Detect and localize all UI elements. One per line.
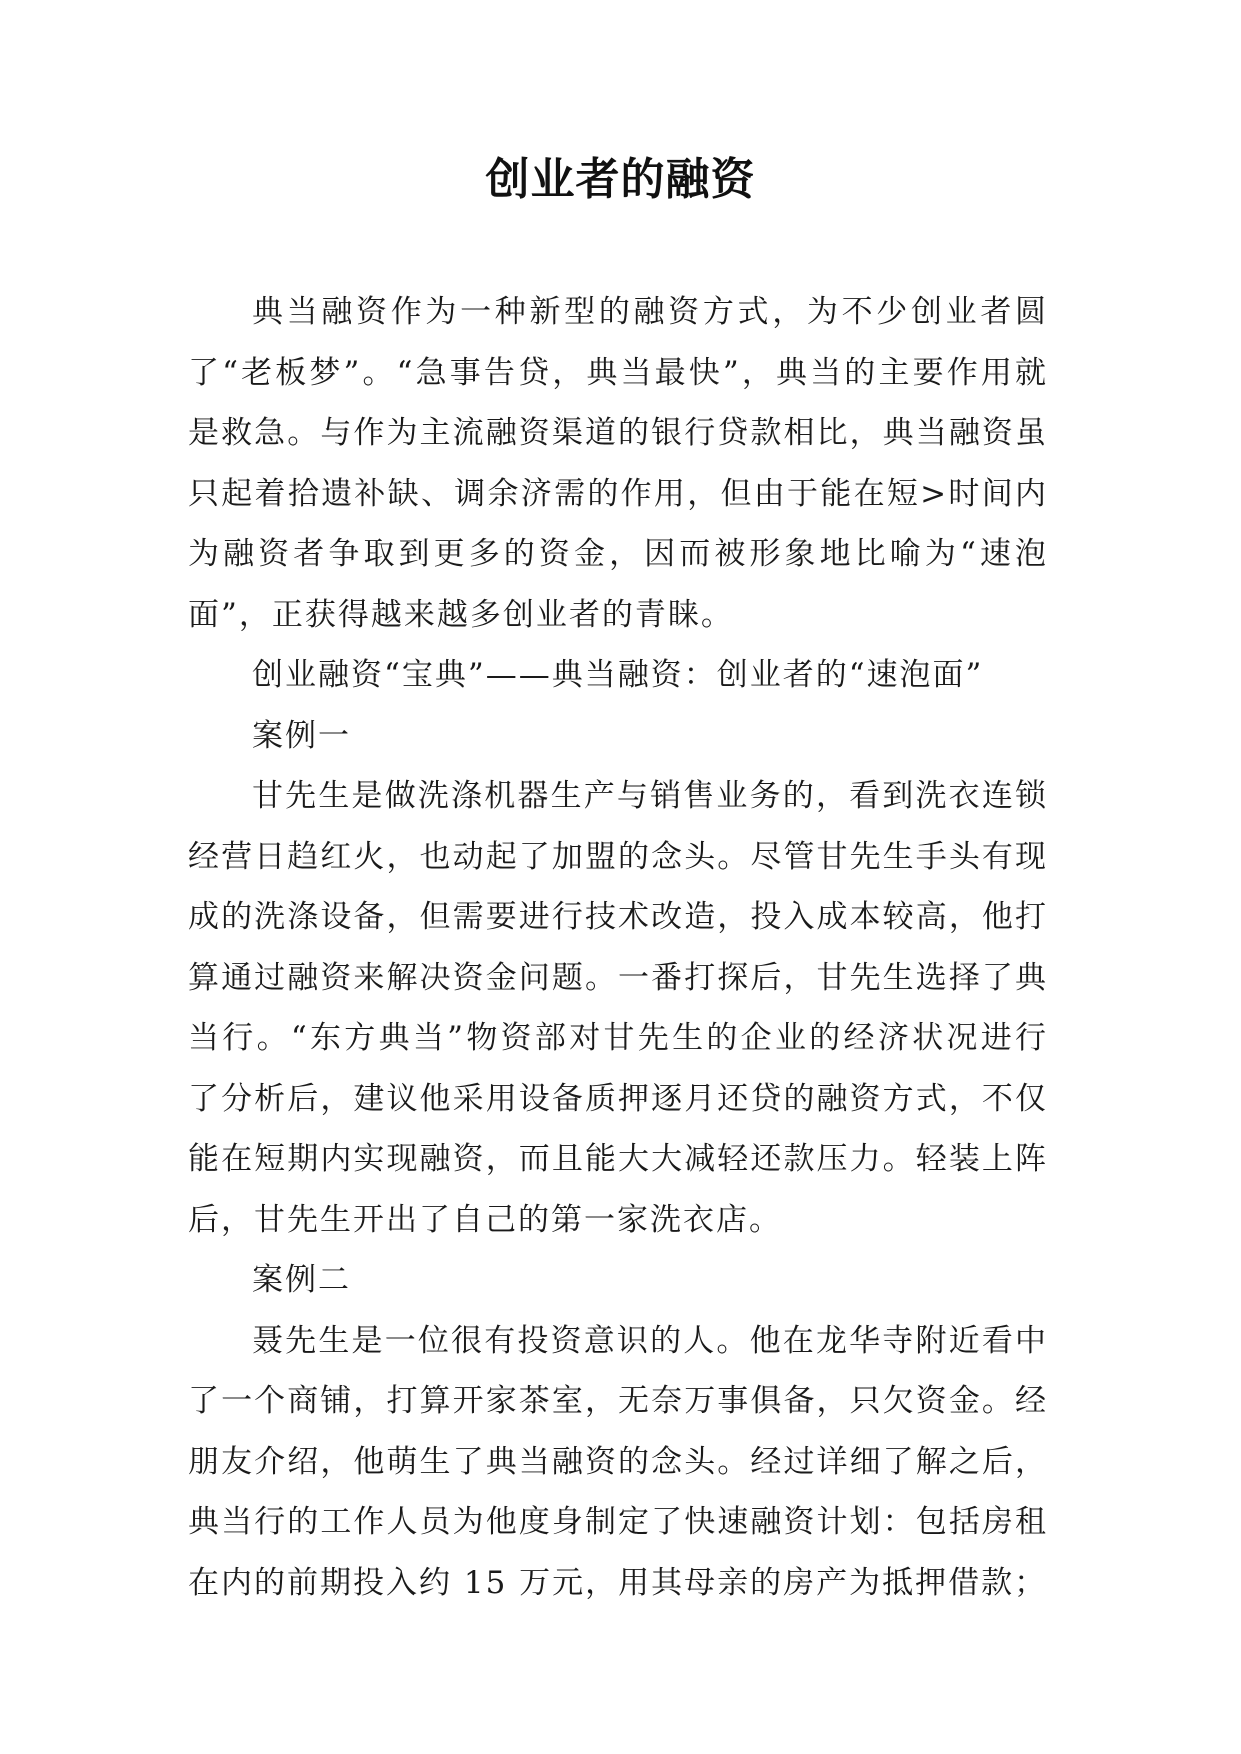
paragraph-intro: 典当融资作为一种新型的融资方式，为不少创业者圆了“老板梦”。“急事告贷，典当最快”，典当的主要作用就是救急。与作为主流融资渠道的银行贷款相比，典当融资虽只起着拾遗补缺、调余济需的作用，但由于能在短>时间内为融资者争取到更多的资金，因而被形象地比喻为“速泡面”，正获得越来越多创业者的青睐。 [188, 294, 1048, 633]
case-one-heading: 案例一 [252, 717, 351, 754]
section-heading: 创业融资“宝典”——典当融资：创业者的“速泡面” [252, 657, 984, 693]
paragraph-case-one: 甘先生是做洗涤机器生产与销售业务的，看到洗衣连锁经营日趋红火，也动起了加盟的念头。尽管甘先生手头有现成的洗涤设备，但需要进行技术改造，投入成本较高，他打算通过融资来解决资金问题。一番打探后，甘先生选择了典当行。“东方典当”物资部对甘先生的企业的经济状况进行了分析后，建议他采用设备质押逐月还贷的融资方式，不仅能在短期内实现融资，而且能大大减轻还款压力。轻装上阵后，甘先生开出了自己的第一家洗衣店。 [188, 778, 1048, 1238]
document-body [188, 282, 1048, 1613]
paragraph-case-two: 聂先生是一位很有投资意识的人。他在龙华寺附近看中了一个商铺，打算开家茶室，无奈万事俱备，只欠资金。经朋友介绍，他萌生了典当融资的念头。经过详细了解之后，典当行的工作人员为他度身制定了快速融资计划：包括房租在内的前期投入约 15 万元，用其母亲的房产为抵押借款； [188, 1322, 1048, 1601]
case-two-heading: 案例二 [252, 1262, 351, 1298]
document-title: 创业者的融资 [485, 154, 756, 205]
